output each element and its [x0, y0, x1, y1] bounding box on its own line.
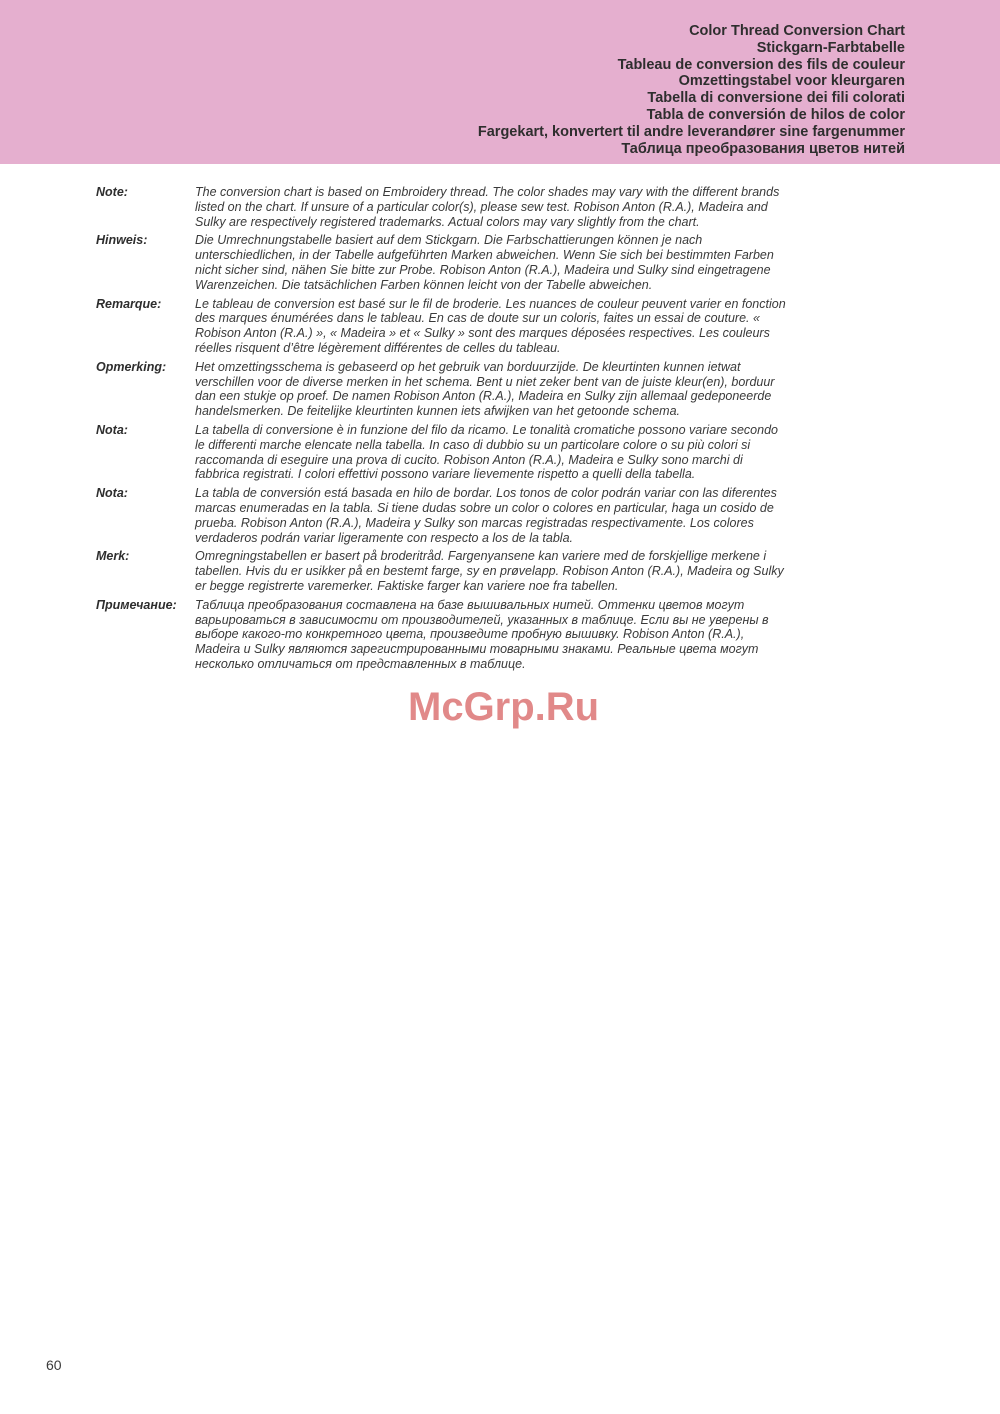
header-titles	[478, 23, 905, 157]
note-label: Opmerking:	[96, 359, 167, 374]
header-band	[0, 0, 1000, 164]
notes-list	[96, 185, 786, 676]
note-label: Remarque:	[96, 296, 162, 311]
title-nl: Omzettingstabel voor kleurgaren	[678, 73, 905, 90]
title-fr: Tableau de conversion des fils de couleur	[617, 56, 905, 73]
note-text: The conversion chart is based on Embroidery thread. The color shades may vary with the different brands listed on the chart. If unsure of a particular color(s), please sew test. Robison Anton (R.A.), Madeira and Sulky are respectively registered trademarks. Actual colors may vary slightly from the chart.	[195, 185, 780, 229]
title-de: Stickgarn-Farbtabelle	[756, 39, 905, 56]
title-en: Color Thread Conversion Chart	[689, 23, 905, 39]
note-no	[96, 549, 786, 593]
note-fr	[96, 297, 786, 356]
note-label: Merk:	[96, 549, 130, 564]
note-text: Het omzettingsschema is gebaseerd op het gebruik van borduurzijde. De kleurtinten kunnen ietwat verschillen voor de diverse merken in het schema. Bent u niet zeker bent van de juiste kleur(en), borduur dan een stukje op proef. De namen Robison Anton (R.A.), Madeira en Sulky zijn allemaal gedeponeerde handelsmerken. De feitelijke kleurtinten kunnen iets afwijken van het getoonde schema.	[195, 359, 775, 419]
note-label: Hinweis:	[96, 233, 148, 248]
note-text: Omregningstabellen er basert på broderitråd. Fargenyansene kan variere med de forskjellige merkene i tabellen. Hvis du er usikker på en bestemt farge, sy en prøvelapp. Robison Anton (R.A.), Madeira og Sulky er begge registrerte varemerker. Faktiske farger kan variere noe fra tabellen.	[195, 549, 784, 593]
title-no: Fargekart, konvertert til andre leverandører sine fargenummer	[477, 123, 905, 140]
note-de	[96, 233, 786, 292]
note-es	[96, 486, 786, 545]
note-text: Le tableau de conversion est basé sur le fil de broderie. Les nuances de couleur peuvent varier en fonction des marques énumérées dans le tableau. En cas de doute sur un coloris, faites un essai de couture. « Robison Anton (R.A.) », « Madeira » et « Sulky » sont des marques déposées respectives. Les couleurs réelles risquent d’être légèrement différentes de celles du tableau.	[195, 296, 786, 355]
note-it	[96, 423, 786, 482]
watermark: McGrp.Ru	[408, 685, 600, 729]
note-text: Таблица преобразования составлена на базе вышивальных нитей. Оттенки цветов могут варьироваться в зависимости от производителей, указанных в таблице. Если вы не уверены в выборе какого-то конкретного цвета, произведите пробную вышивку. Robison Anton (R.A.), Madeira и Sulky являются зарегистрированными товарными знаками. Реальные цвета могут несколько отличаться от представленных в таблице.	[195, 597, 769, 671]
title-it: Tabella di conversione dei fili colorati	[647, 90, 905, 107]
note-ru	[96, 598, 786, 672]
page-number: 60	[46, 1357, 62, 1373]
note-text: Die Umrechnungstabelle basiert auf dem Stickgarn. Die Farbschattierungen können je nach unterschiedlichen, in der Tabelle aufgeführten Marken abweichen. Wenn Sie sich bei bestimmten Farben nicht sicher sind, nähen Sie bitte zur Probe. Robison Anton (R.A.), Madeira und Sulky sind eingetragene Warenzeichen. Die tatsächlichen Farben können leicht von der Tabelle abweichen.	[195, 233, 774, 292]
note-text: La tabella di conversione è in funzione del filo da ricamo. Le tonalità cromatiche possono variare secondo le differenti marche elencate nella tabella. In caso di dubbio su un particolare colore o su più colori si raccomanda di eseguire una prova di cucito. Robison Anton (R.A.), Madeira e Sulky sono marchi di fabbrica registrati. I colori effettivi possono variare lievemente rispetto a quelli della tabella.	[195, 422, 778, 482]
title-es: Tabla de conversión de hilos de color	[646, 106, 905, 123]
title-ru: Таблица преобразования цветов нитей	[621, 140, 905, 157]
note-text: La tabla de conversión está basada en hilo de bordar. Los tonos de color podrán variar con las diferentes marcas enumeradas en la tabla. Si tiene dudas sobre un color o colores en particular, haga un cosido de prueba. Robison Anton (R.A.), Madeira y Sulky son marcas registradas respectivamente. Los colores verdaderos podrán variar ligeramente con respecto a los de la tabla.	[195, 486, 777, 545]
note-en	[96, 185, 786, 229]
note-label: Nota:	[96, 486, 128, 501]
note-label: Nota:	[96, 422, 128, 437]
note-nl	[96, 360, 786, 419]
note-label: Note:	[96, 185, 128, 199]
note-label: Примечание:	[96, 597, 177, 612]
